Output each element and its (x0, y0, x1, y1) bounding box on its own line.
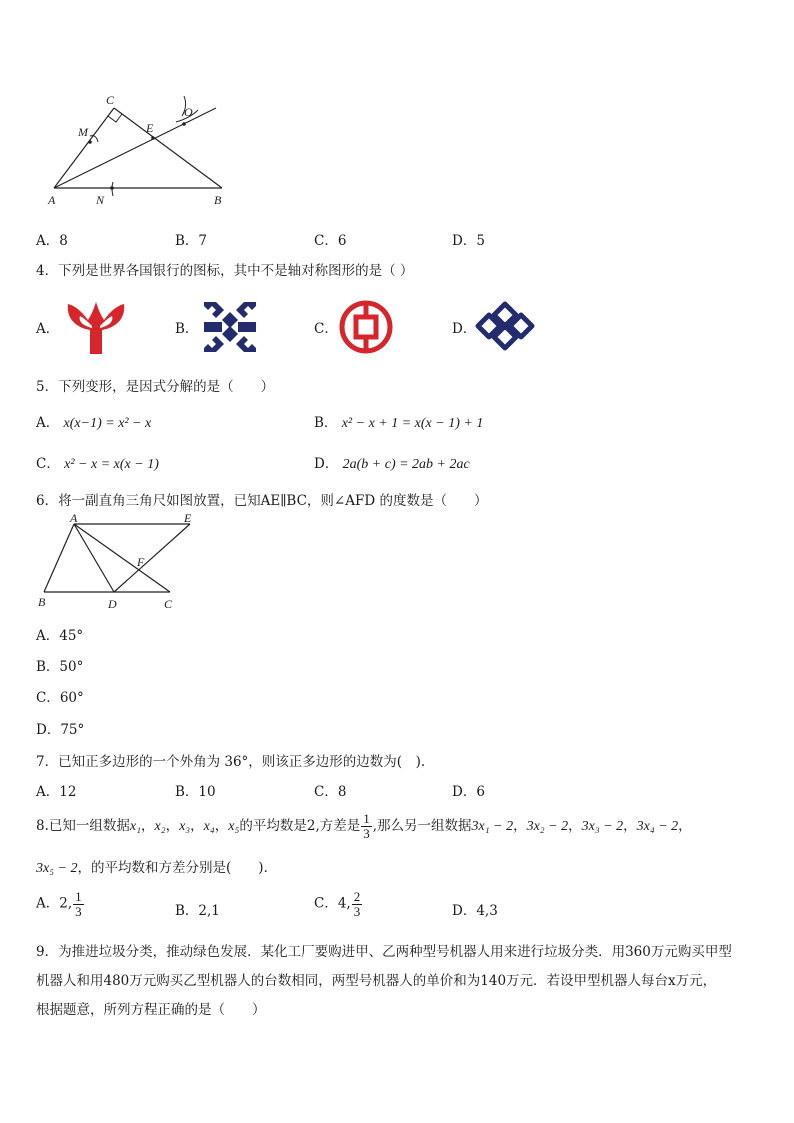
q5-option-b[interactable] (314, 411, 483, 432)
q8-variance-fraction (361, 812, 372, 840)
label-n: N (96, 193, 105, 207)
q8-option-c-den: 3 (353, 903, 361, 919)
q8-var-num: 1 (363, 811, 370, 827)
q5-option-d[interactable] (314, 452, 470, 473)
label-a: A (70, 512, 78, 525)
q7-option-d[interactable]: D．6 (452, 784, 485, 800)
q7-option-a[interactable]: A．12 (36, 784, 77, 800)
q8-option-b-value: 2,1 (198, 903, 220, 919)
q9-line-2: 机器人和用480万元购买乙型机器人的台数相同，两型号机器人的单价和为140万元．若设甲型机器人每台x万元， (36, 973, 717, 989)
q8-sep: ， (678, 818, 692, 834)
q8-option-c-fraction (352, 890, 363, 918)
label-m: M (78, 125, 88, 139)
q8-sep: ， (513, 818, 527, 834)
q5-option-a-label: A． (36, 415, 60, 431)
q8-option-d-value: 4,3 (476, 903, 498, 919)
q4-option-a[interactable]: A． (36, 321, 60, 337)
q8-option-b[interactable] (175, 899, 220, 919)
label-d: D (108, 597, 117, 611)
q3-option-b[interactable]: B．7 (175, 233, 208, 249)
q7-stem: 7．已知正多边形的一个外角为 36°，则该正多边形的边数为( ). (36, 754, 426, 770)
q5-option-b-label: B． (314, 415, 338, 431)
q3-option-c[interactable]: C．6 (314, 233, 347, 249)
q8-option-a-den: 3 (75, 903, 82, 919)
q8-stem-c: ,方差是 (315, 818, 361, 834)
q8-option-a-int: 2, (59, 895, 73, 912)
q8-mean: 2 (306, 818, 316, 834)
q8-term-1: 3x₁ − 2 (471, 819, 514, 834)
q8-stem-line2 (36, 856, 277, 877)
red-y-logo-icon (64, 298, 128, 356)
q5-stem: 5．下列变形，是因式分解的是（ ） (36, 379, 275, 395)
q8-sep: ， (165, 818, 180, 834)
navy-knot-logo-icon (474, 300, 536, 352)
q8-var-x1: x₁ (129, 819, 141, 834)
q8-term-4: 3x₄ − 2 (636, 819, 679, 834)
q8-term-3: 3x₃ − 2 (581, 819, 624, 834)
q8-sep: ， (623, 818, 637, 834)
q8-option-a-label: A． (36, 895, 60, 912)
label-e: E (146, 121, 154, 135)
label-f: F (137, 555, 145, 569)
q5-option-d-expr: 2a(b + c) = 2ab + 2ac (342, 457, 470, 472)
q3-option-d[interactable]: D．5 (452, 233, 485, 249)
q8-stem-line1 (36, 810, 692, 843)
q8-var-x5: x₅ (228, 819, 240, 834)
navy-arrows-logo-icon (202, 300, 258, 354)
q8-stem-a: 8.已知一组数据 (36, 818, 130, 834)
q8-term-2: 3x₂ − 2 (526, 819, 569, 834)
q8-term-5: 3x₅ − 2 (36, 861, 78, 876)
q6-option-a[interactable]: A．45° (36, 628, 84, 644)
q8-var-x2: x₂ (154, 819, 166, 834)
label-b: B (214, 193, 222, 207)
label-a: A (48, 193, 56, 207)
q9-line-3: 根据题意，所列方程正确的是（ ） (36, 1002, 266, 1018)
q3-option-a[interactable]: A．8 (36, 233, 68, 249)
q8-sep: ， (140, 818, 155, 834)
q8-stem-b: 的平均数是 (239, 818, 307, 834)
q8-option-c-int: 4, (337, 895, 351, 912)
q8-option-c[interactable] (314, 890, 363, 918)
q6-stem: 6．将一副直角三角尺如图放置，已知AE∥BC，则∠AFD 的度数是（ ） (36, 493, 488, 509)
q8-option-a-num: 1 (75, 889, 82, 904)
q6-option-c[interactable]: C．60° (36, 690, 84, 706)
q4-stem: 4．下列是世界各国银行的图标，其中不是轴对称图形的是（ ） (36, 263, 414, 279)
q6-triangle-figure (34, 512, 204, 614)
q5-option-c-expr: x² − x = x(x − 1) (64, 457, 159, 472)
q5-option-a[interactable] (36, 411, 151, 432)
label-c: C (106, 93, 115, 107)
q5-option-a-expr: x(x−1) = x² − x (63, 416, 152, 431)
q8-option-b-label: B． (175, 903, 199, 919)
q8-option-a-fraction (73, 890, 84, 918)
q8-sep: ， (568, 818, 582, 834)
q8-sep: ， (214, 818, 229, 834)
q8-var-x3: x₃ (179, 819, 191, 834)
q8-var-den: 3 (363, 826, 370, 841)
q8-stem-d: ,那么另一组数据 (372, 818, 472, 834)
label-o: O (184, 105, 193, 119)
q8-sep: ， (190, 818, 204, 834)
q3-geometry-figure (38, 92, 228, 210)
red-coin-logo-icon (339, 300, 393, 354)
q6-option-d[interactable]: D．75° (36, 722, 85, 738)
q4-option-b[interactable]: B． (175, 321, 199, 337)
q7-option-c[interactable]: C．8 (314, 784, 347, 800)
q8-var-x4: x₄ (203, 819, 215, 834)
q5-option-b-expr: x² − x + 1 = x(x − 1) + 1 (341, 416, 484, 431)
q8-stem-e: ，的平均数和方差分别是( )． (77, 860, 278, 876)
q5-option-c-label: C． (36, 456, 60, 472)
label-b: B (38, 595, 46, 609)
q4-option-d[interactable]: D． (452, 321, 477, 337)
q6-option-b[interactable]: B．50° (36, 659, 84, 675)
q4-option-c[interactable]: C． (314, 321, 338, 337)
label-e: E (184, 512, 192, 525)
q8-option-c-num: 2 (353, 889, 361, 904)
q8-option-d-label: D． (452, 903, 477, 919)
q5-option-c[interactable] (36, 452, 159, 473)
q9-line-1: 9．为推进垃圾分类，推动绿色发展．某化工厂要购进甲、乙两种型号机器人用来进行垃圾分类．用360万元购买甲型 (36, 944, 732, 960)
q8-option-c-label: C． (314, 895, 338, 912)
q8-option-d[interactable] (452, 899, 498, 919)
q7-option-b[interactable]: B．10 (175, 784, 216, 800)
q8-option-a[interactable] (36, 890, 85, 918)
label-c: C (164, 597, 173, 611)
q5-option-d-label: D． (314, 456, 339, 472)
